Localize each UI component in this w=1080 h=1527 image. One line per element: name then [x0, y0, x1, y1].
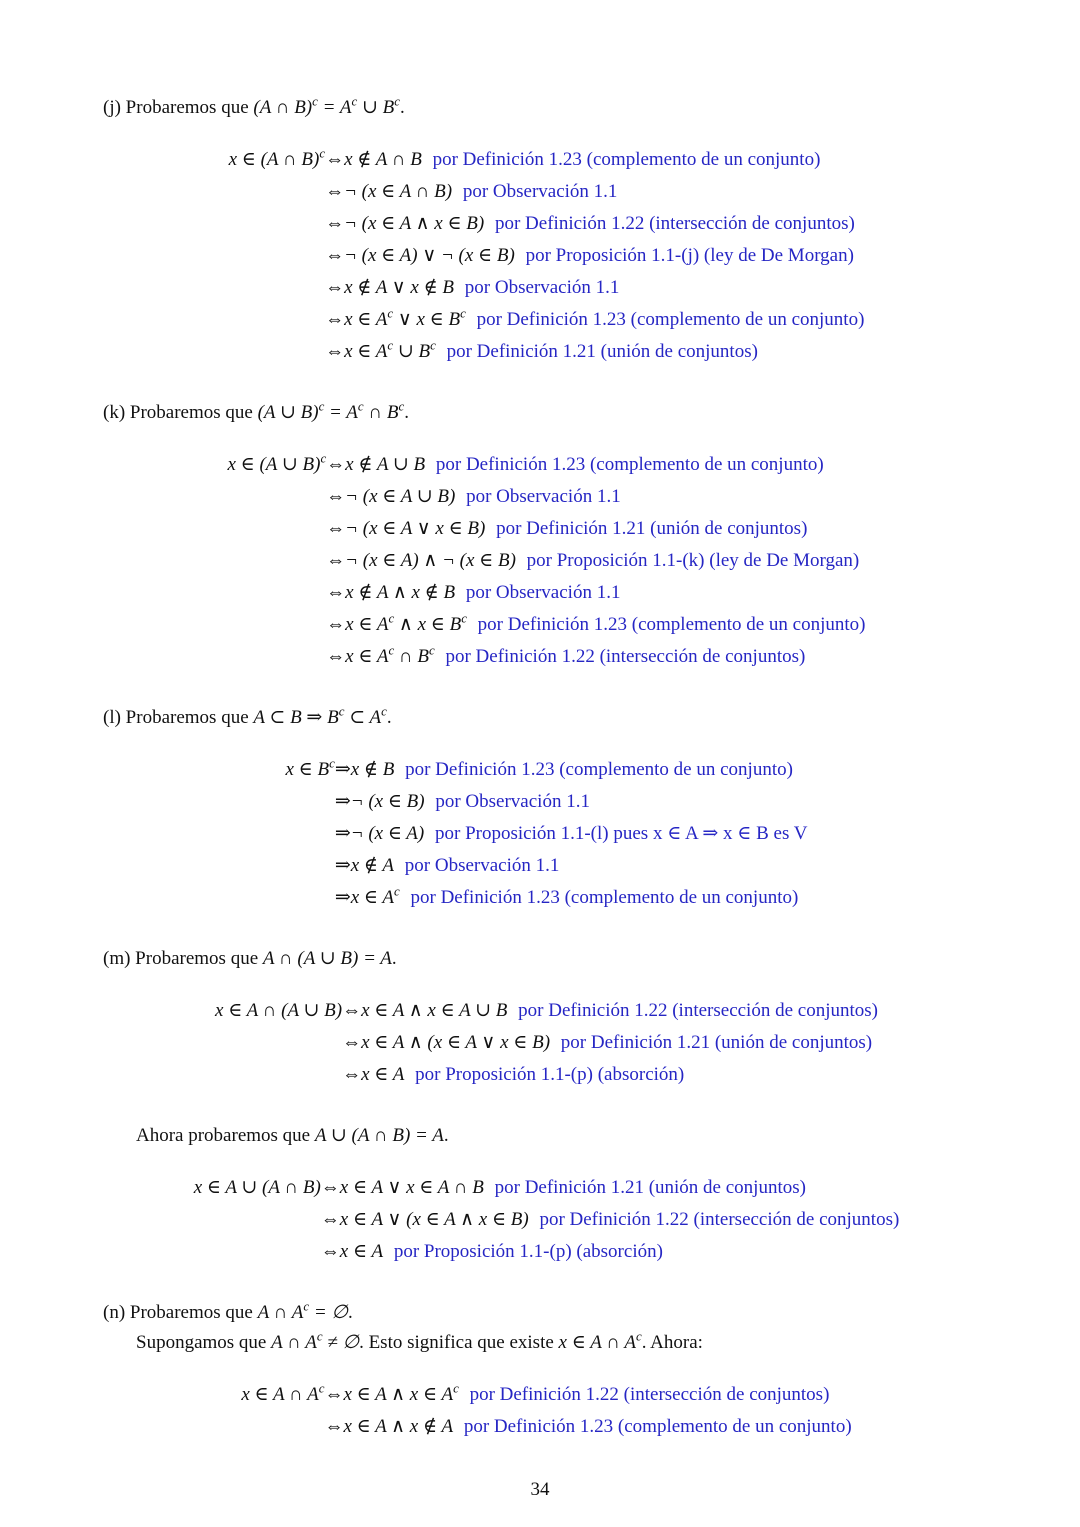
step-lhs	[285, 785, 334, 817]
proof-step	[215, 1058, 878, 1090]
section-header	[103, 93, 990, 119]
step-justification: por Observación 1.1	[460, 276, 620, 298]
step-justification: por Observación 1.1	[400, 854, 560, 876]
step-justification: por Observación 1.1	[458, 180, 618, 202]
math-expression: x ∈ A ∩ $A^c$	[241, 1380, 325, 1405]
step-relation: ⇒	[334, 790, 351, 812]
step-rhs	[351, 785, 808, 817]
step-rhs	[344, 271, 864, 303]
proof-step	[229, 175, 865, 207]
step-rhs	[345, 608, 865, 640]
step-lhs	[285, 817, 334, 849]
header-text: .	[391, 948, 397, 969]
proof-step	[229, 239, 865, 271]
math-expression: x ∈ A ∩ $A^c$	[558, 1328, 642, 1353]
proof-step	[194, 1235, 900, 1267]
step-lhs	[227, 576, 326, 608]
step-lhs	[285, 849, 334, 881]
proofs-container	[103, 93, 990, 1442]
math-expression: A ∩ $A^c$ ≠ ∅	[271, 1328, 360, 1353]
step-relation: ⇔	[326, 549, 346, 571]
step-rhs	[345, 544, 865, 576]
header-text: .	[399, 97, 405, 118]
step-lhs	[227, 480, 326, 512]
step-relation: ⇔	[325, 180, 345, 202]
proof-step	[227, 448, 865, 480]
section-header	[136, 1328, 990, 1354]
step-lhs	[194, 1203, 321, 1235]
step-rhs	[351, 753, 808, 785]
step-lhs	[229, 303, 325, 335]
math-expression: x ∈ $A^c$ ∧ x ∈ $B^c$	[345, 610, 467, 635]
step-justification: por Proposición 1.1-(p) (absorción)	[410, 1063, 685, 1085]
step-relation: ⇔	[326, 517, 346, 539]
step-justification: por Definición 1.23 (complemento de un conjunto)	[472, 613, 866, 635]
proof-steps	[227, 448, 865, 672]
step-relation: ⇔	[325, 148, 345, 170]
step-justification: por Proposición 1.1-(p) (absorción)	[389, 1240, 663, 1262]
header-text: (l) Probaremos que	[103, 707, 254, 728]
math-expression: ¬ (x ∈ A ∩ B)	[344, 180, 453, 202]
proof-step	[194, 1203, 900, 1235]
proof-step	[229, 143, 865, 175]
header-text: .	[404, 402, 409, 423]
proof-step	[215, 994, 878, 1026]
step-relation: ⇔	[326, 645, 346, 667]
step-relation: ⇔	[325, 276, 345, 298]
step-relation: ⇔	[325, 308, 345, 330]
step-relation: ⇔	[342, 999, 362, 1021]
proof-step	[215, 1026, 878, 1058]
math-expression: x ∉ A ∪ B	[345, 453, 426, 475]
proof-steps	[194, 1171, 900, 1267]
proof-step	[285, 753, 807, 785]
step-justification: por Definición 1.21 (unión de conjuntos)	[441, 340, 758, 362]
math-expression: x ∈ A ∧ x ∈ $A^c$	[343, 1380, 459, 1405]
step-justification: por Proposición 1.1-(k) (ley de De Morgan)	[521, 549, 860, 571]
math-expression: ¬ (x ∈ A ∧ x ∈ B)	[344, 212, 485, 234]
math-expression: x ∈ A ∧ x ∉ A	[343, 1415, 454, 1437]
step-rhs	[361, 1026, 878, 1058]
step-lhs	[194, 1171, 321, 1203]
proof-section-l	[103, 703, 990, 913]
step-justification: por Proposición 1.1-(l) pues x ∈ A ⇒ x ∈ B es V	[430, 822, 808, 844]
step-lhs	[229, 271, 325, 303]
proof-step	[285, 849, 807, 881]
step-lhs	[227, 544, 326, 576]
math-expression: x ∉ A ∨ x ∉ B	[344, 276, 455, 298]
proof-step	[285, 881, 807, 913]
step-justification: por Observación 1.1	[461, 581, 621, 603]
step-relation: ⇔	[320, 1176, 340, 1198]
step-justification: por Definición 1.23 (complemento de un conjunto)	[431, 453, 824, 475]
step-relation: ⇔	[325, 212, 345, 234]
step-relation: ⇔	[326, 453, 346, 475]
math-expression: x ∈ A ∩ (A ∪ B)	[215, 999, 343, 1021]
step-rhs	[345, 448, 865, 480]
step-rhs	[345, 480, 865, 512]
step-rhs	[344, 335, 864, 367]
step-rhs	[345, 640, 865, 672]
math-expression: x ∈ A ∧ (x ∈ A ∨ x ∈ B)	[361, 1031, 551, 1053]
header-text: (n) Probaremos que	[103, 1302, 258, 1323]
proof-step	[227, 576, 865, 608]
header-text: (j) Probaremos que	[103, 97, 254, 118]
step-rhs	[351, 849, 808, 881]
header-text: (m) Probaremos que	[103, 948, 263, 969]
math-expression: x ∉ A ∩ B	[344, 148, 422, 170]
step-justification: por Definición 1.22 (intersección de conjuntos)	[440, 645, 806, 667]
step-lhs	[229, 207, 325, 239]
math-expression: A ∩ $A^c$ = ∅	[257, 1298, 348, 1323]
step-justification: por Definición 1.22 (intersección de conjuntos)	[464, 1383, 830, 1405]
proof-step	[227, 544, 865, 576]
step-rhs	[340, 1203, 900, 1235]
math-expression: A ∪ (A ∩ B) = A	[314, 1125, 444, 1146]
step-lhs	[194, 1235, 321, 1267]
proof-step	[229, 303, 865, 335]
header-text: .	[386, 707, 392, 728]
section-header	[103, 1298, 990, 1324]
step-lhs	[227, 640, 326, 672]
step-lhs	[229, 239, 325, 271]
math-expression: x ∈ A ∪ (A ∩ B)	[193, 1176, 321, 1198]
step-justification: por Definición 1.23 (complemento de un conjunto)	[400, 758, 793, 780]
step-rhs	[345, 576, 865, 608]
step-relation: ⇒	[334, 854, 351, 876]
page-number: 34	[530, 1479, 550, 1500]
step-lhs	[215, 994, 342, 1026]
proof-step	[241, 1410, 851, 1442]
proof-steps	[215, 994, 878, 1090]
step-lhs	[215, 1058, 342, 1090]
math-expression: x ∈ A	[339, 1240, 384, 1262]
step-relation: ⇔	[326, 613, 346, 635]
math-expression: x ∉ A	[350, 854, 395, 876]
math-expression: x ∈ A ∧ x ∈ A ∪ B	[361, 999, 508, 1021]
section-header	[136, 1124, 990, 1147]
step-justification: por Definición 1.22 (intersección de conjuntos)	[513, 999, 878, 1021]
math-expression: (A ∪ $B)^c = A^c$ ∩ $B^c$	[257, 398, 405, 423]
header-text: Ahora probaremos que	[136, 1125, 315, 1146]
math-expression: ¬ (x ∈ A) ∨ ¬ (x ∈ B)	[344, 244, 515, 266]
math-expression: ¬ (x ∈ A ∨ x ∈ B)	[345, 517, 486, 539]
step-relation: ⇔	[324, 1415, 344, 1437]
step-justification: por Observación 1.1	[461, 485, 621, 507]
math-expression: A ⊂ B ⇒ $B^c$ ⊂ $A^c$	[253, 703, 387, 728]
step-lhs	[241, 1410, 324, 1442]
step-rhs	[351, 817, 808, 849]
header-text: (k) Probaremos que	[103, 402, 258, 423]
step-justification: por Observación 1.1	[430, 790, 590, 812]
proof-step	[241, 1378, 851, 1410]
math-expression: x ∈ (A ∩ B)$^c$	[228, 145, 326, 170]
section-header	[103, 703, 990, 729]
header-text: . Ahora:	[641, 1332, 703, 1353]
step-rhs	[344, 239, 864, 271]
math-expression: x ∉ A ∧ x ∉ B	[345, 581, 456, 603]
math-expression: x ∈ $A^c$ ∨ x ∈ $B^c$	[344, 305, 466, 330]
proof-section-m	[103, 947, 990, 1267]
step-lhs	[227, 608, 326, 640]
math-expression: x ∈ $A^c$	[350, 883, 400, 908]
header-text: .	[443, 1125, 449, 1146]
step-justification: por Definición 1.22 (intersección de conjuntos)	[534, 1208, 900, 1230]
step-rhs	[343, 1410, 851, 1442]
step-relation: ⇒	[334, 758, 351, 780]
step-relation: ⇔	[342, 1063, 362, 1085]
proof-step	[229, 335, 865, 367]
step-rhs	[340, 1171, 900, 1203]
math-expression: x ∈ A ∨ (x ∈ A ∧ x ∈ B)	[339, 1208, 529, 1230]
step-rhs	[351, 881, 808, 913]
math-expression: ¬ (x ∈ A)	[350, 822, 425, 844]
step-lhs	[229, 335, 325, 367]
math-expression: (A ∩ $B)^c = A^c$ ∪ $B^c$	[253, 93, 400, 118]
math-expression: ¬ (x ∈ A ∪ B)	[345, 485, 456, 507]
step-justification: por Definición 1.23 (complemento de un conjunto)	[427, 148, 821, 170]
step-lhs	[229, 143, 325, 175]
step-justification: por Definición 1.23 (complemento de un conjunto)	[459, 1415, 852, 1437]
proof-section-j	[103, 93, 990, 367]
math-expression: x ∈ A	[361, 1063, 405, 1085]
step-justification: por Definición 1.22 (intersección de conjuntos)	[490, 212, 855, 234]
step-lhs	[229, 175, 325, 207]
step-rhs	[340, 1235, 900, 1267]
math-expression: A ∩ (A ∪ B) = A	[262, 948, 392, 969]
step-justification: por Definición 1.21 (unión de conjuntos)	[556, 1031, 873, 1053]
step-rhs	[361, 994, 878, 1026]
step-justification: por Definición 1.21 (unión de conjuntos)	[489, 1176, 806, 1198]
header-text: . Esto significa que existe	[359, 1332, 559, 1353]
math-expression: x ∈ A ∨ x ∈ A ∩ B	[339, 1176, 484, 1198]
math-expression: ¬ (x ∈ B)	[350, 790, 425, 812]
math-expression: x ∈ $B^c$	[285, 755, 335, 780]
proof-step	[229, 271, 865, 303]
step-rhs	[344, 207, 864, 239]
section-header	[103, 398, 990, 424]
step-relation: ⇔	[325, 340, 345, 362]
math-expression: ¬ (x ∈ A) ∧ ¬ (x ∈ B)	[345, 549, 516, 571]
proof-section-k	[103, 398, 990, 672]
step-justification: por Definición 1.21 (unión de conjuntos)	[491, 517, 808, 539]
step-justification: por Definición 1.23 (complemento de un conjunto)	[471, 308, 865, 330]
step-relation: ⇔	[326, 581, 346, 603]
header-text: Supongamos que	[136, 1332, 272, 1353]
proof-step	[285, 817, 807, 849]
step-rhs	[343, 1378, 851, 1410]
proof-step	[194, 1171, 900, 1203]
proof-steps	[285, 753, 807, 913]
proof-section-n	[103, 1298, 990, 1442]
proof-step	[227, 640, 865, 672]
step-rhs	[361, 1058, 878, 1090]
step-justification: por Proposición 1.1-(j) (ley de De Morgan)	[520, 244, 854, 266]
proof-step	[229, 207, 865, 239]
header-text: .	[347, 1302, 353, 1323]
step-rhs	[344, 175, 864, 207]
proof-steps	[229, 143, 865, 367]
step-justification: por Definición 1.23 (complemento de un conjunto)	[405, 886, 799, 908]
step-lhs	[227, 448, 326, 480]
step-relation: ⇔	[320, 1240, 340, 1262]
proof-step	[285, 785, 807, 817]
step-relation: ⇒	[334, 822, 351, 844]
step-rhs	[344, 303, 864, 335]
math-expression: x ∈ $A^c$ ∪ $B^c$	[344, 337, 436, 362]
step-relation: ⇒	[334, 886, 351, 908]
step-relation: ⇔	[325, 244, 345, 266]
proof-step	[227, 608, 865, 640]
step-lhs	[215, 1026, 342, 1058]
proof-step	[227, 512, 865, 544]
proof-step	[227, 480, 865, 512]
step-lhs	[227, 512, 326, 544]
math-expression: x ∈ (A ∪ B)$^c$	[227, 450, 327, 475]
math-expression: x ∉ B	[350, 758, 395, 780]
proof-steps	[241, 1378, 851, 1442]
step-lhs	[285, 881, 334, 913]
step-relation: ⇔	[326, 485, 346, 507]
step-relation: ⇔	[324, 1383, 344, 1405]
section-header	[103, 947, 990, 970]
step-relation: ⇔	[342, 1031, 362, 1053]
step-rhs	[345, 512, 865, 544]
step-lhs	[241, 1378, 324, 1410]
step-relation: ⇔	[320, 1208, 340, 1230]
step-lhs	[285, 753, 334, 785]
step-rhs	[344, 143, 864, 175]
math-expression: x ∈ $A^c$ ∩ $B^c$	[345, 642, 435, 667]
